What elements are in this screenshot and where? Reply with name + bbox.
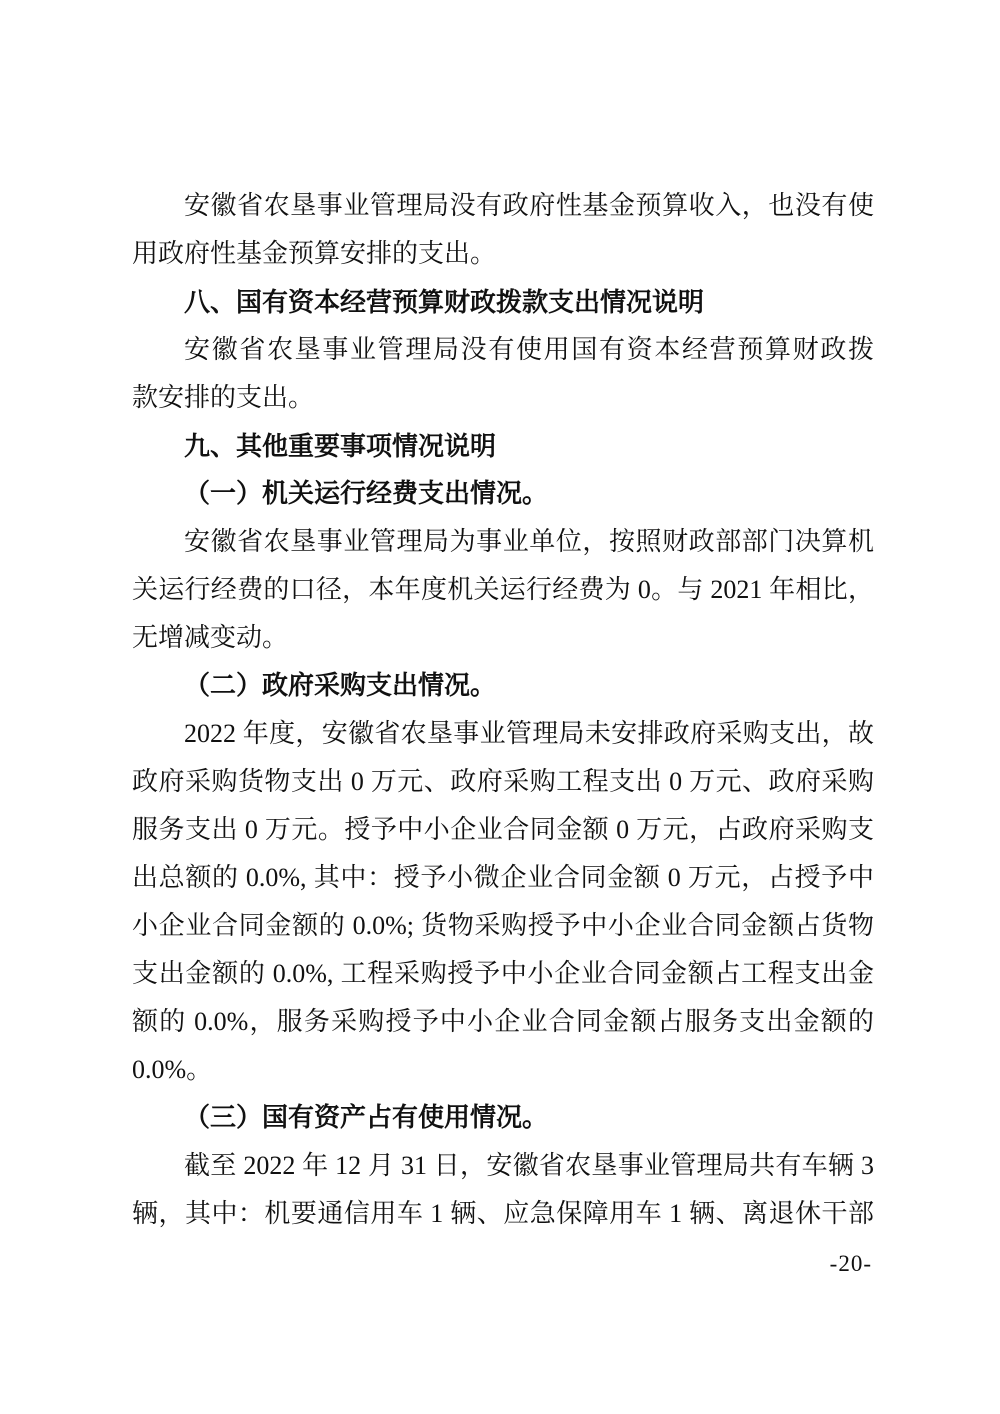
text-line: 额的 0.0%，服务采购授予中小企业合同金额占服务支出金额的 xyxy=(132,1007,874,1036)
text-line: 安徽省农垦事业管理局为事业单位，按照财政部部门决算机 xyxy=(184,527,874,556)
subsection-heading: （三）国有资产占有使用情况。 xyxy=(184,1103,549,1132)
text-line: 款安排的支出。 xyxy=(132,383,315,412)
subsection-heading: （一）机关运行经费支出情况。 xyxy=(184,479,549,508)
text-line: 无增减变动。 xyxy=(132,623,289,652)
section-heading: 九、其他重要事项情况说明 xyxy=(184,431,497,461)
text-line: 支出金额的 0.0%, 工程采购授予中小企业合同金额占工程支出金 xyxy=(132,959,874,988)
text-line: 安徽省农垦事业管理局没有政府性基金预算收入，也没有使 xyxy=(184,191,874,220)
page-number: -20- xyxy=(829,1251,872,1276)
text-line: 关运行经费的口径，本年度机关运行经费为 0。与 2021 年相比， xyxy=(132,575,874,604)
text-line: 政府采购货物支出 0 万元、政府采购工程支出 0 万元、政府采购 xyxy=(132,767,874,796)
text-line: 出总额的 0.0%, 其中：授予小微企业合同金额 0 万元，占授予中 xyxy=(132,863,874,892)
text-line: 小企业合同金额的 0.0%; 货物采购授予中小企业合同金额占货物 xyxy=(132,911,874,940)
document-body xyxy=(132,182,874,1238)
section-heading: 八、国有资本经营预算财政拨款支出情况说明 xyxy=(184,287,705,317)
text-line: 辆，其中：机要通信用车 1 辆、应急保障用车 1 辆、离退休干部 xyxy=(132,1199,874,1228)
subsection-heading: （二）政府采购支出情况。 xyxy=(184,671,497,700)
text-line: 用政府性基金预算安排的支出。 xyxy=(132,239,497,268)
text-line: 0.0%。 xyxy=(132,1055,213,1084)
text-line: 服务支出 0 万元。授予中小企业合同金额 0 万元，占政府采购支 xyxy=(132,815,874,844)
text-line: 截至 2022 年 12 月 31 日，安徽省农垦事业管理局共有车辆 3 xyxy=(184,1151,874,1180)
text-line: 安徽省农垦事业管理局没有使用国有资本经营预算财政拨 xyxy=(184,335,874,364)
text-line: 2022 年度，安徽省农垦事业管理局未安排政府采购支出，故 xyxy=(184,719,874,748)
